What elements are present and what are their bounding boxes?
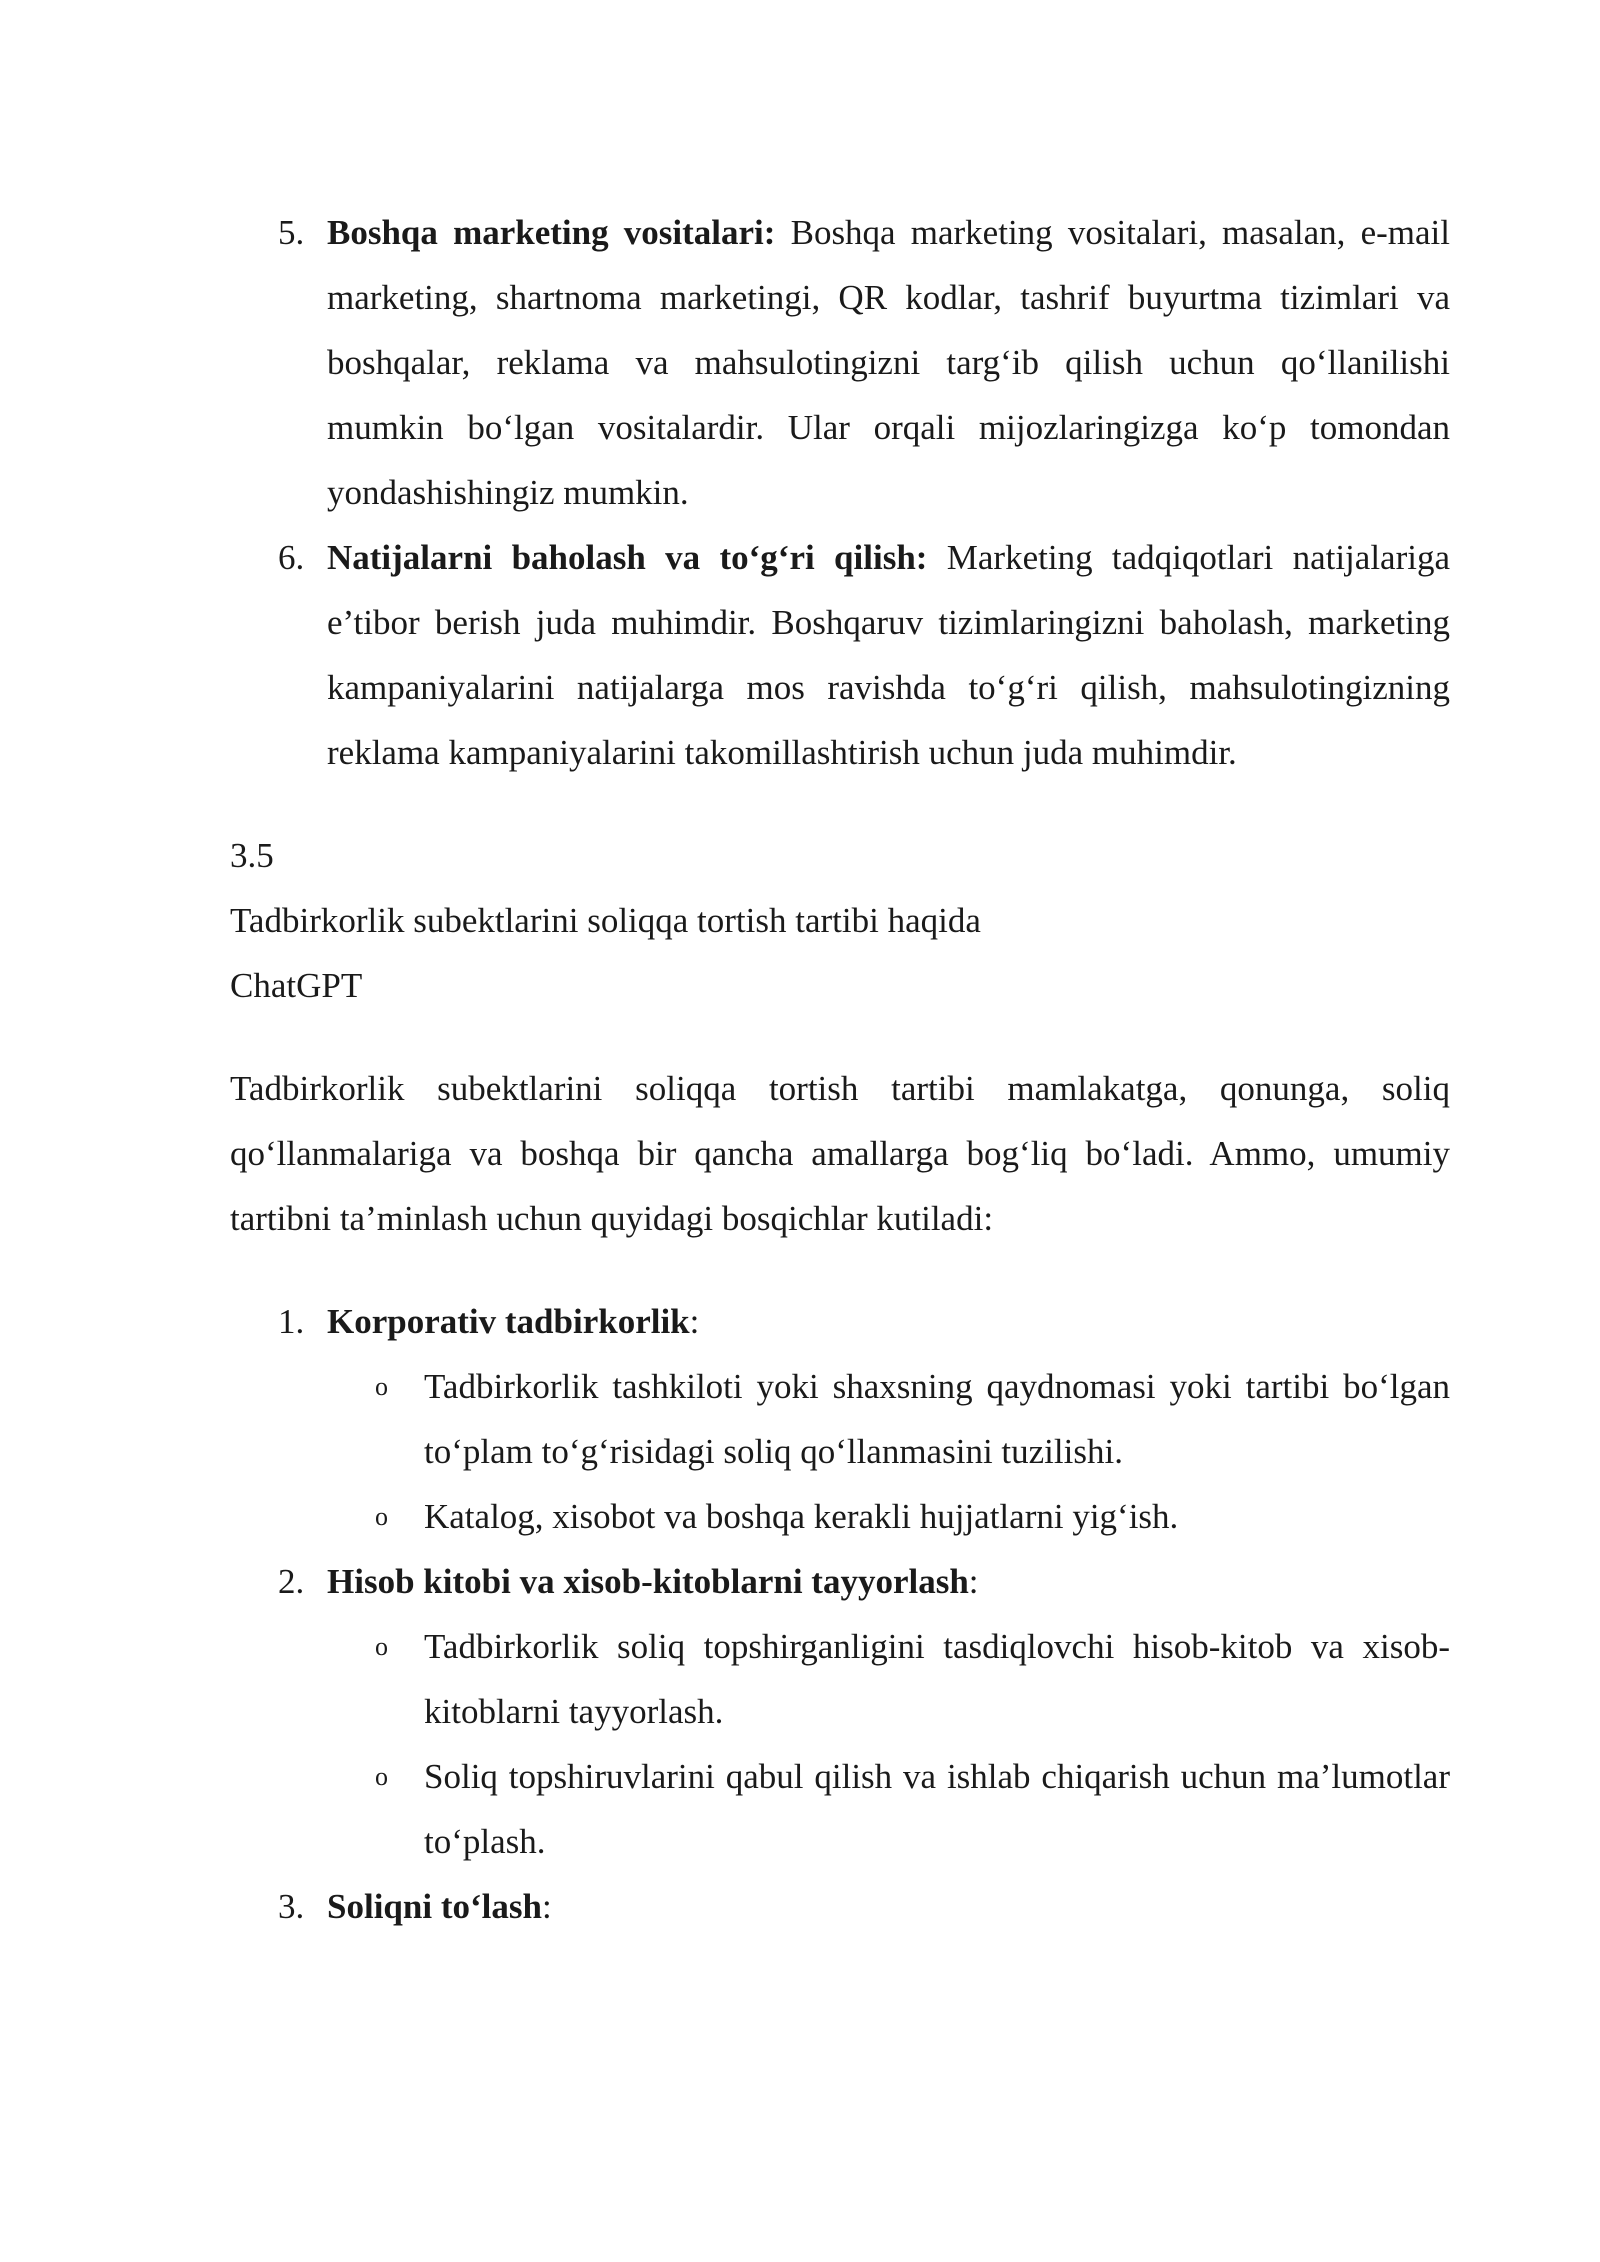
- sub-bullet-text: Tadbirkorlik tashkiloti yoki shaxsning qaydnomasi yoki tartibi bo‘lgan to‘plam to‘g‘risidagi soliq qo‘llanmasini tuzilishi.: [424, 1367, 1450, 1471]
- list-item-title: Boshqa marketing vositalari:: [327, 213, 776, 252]
- list-item-text: Marketing tadqiqotlari natijalariga e’tibor berish juda muhimdir. Boshqaruv tizimlaringizni baholash, marketing kampaniyalarini natijalarga mos ravishda to‘g‘ri qilish, mahsulotingizning reklama kampaniyalarini takomillashtirish uchun juda muhimdir.: [327, 538, 1450, 772]
- section-number: 3.5: [230, 836, 274, 875]
- list-number: 1.: [278, 1302, 305, 1341]
- sub-bullet-text: Katalog, xisobot va boshqa kerakli hujjatlarni yig‘ish.: [424, 1497, 1179, 1536]
- list-item-5: [230, 200, 1450, 525]
- sub-bullet-item: [230, 1484, 1450, 1549]
- list-number: 5.: [278, 213, 305, 252]
- section-title: Tadbirkorlik subektlarini soliqqa tortish tartibi haqida: [230, 901, 981, 940]
- list-number: 2.: [278, 1562, 305, 1601]
- list-number: 3.: [278, 1887, 305, 1926]
- step-colon: :: [968, 1562, 979, 1601]
- list-item-text: Boshqa marketing vositalari, masalan, e-mail marketing, shartnoma marketingi, QR kodlar, tashrif buyurtma tizimlari va boshqalar, reklama va mahsulotingizni targ‘ib qilish uchun qo‘llanilishi mumkin bo‘lgan vositalardir. Ular orqali mijozlaringizga ko‘p tomondan yondashishingiz mumkin.: [327, 213, 1450, 512]
- step-title: Hisob kitobi va xisob-kitoblarni tayyorlash: [327, 1562, 969, 1601]
- sub-bullet-item: [230, 1614, 1450, 1744]
- sub-bullet-item: [230, 1354, 1450, 1484]
- intro-paragraph: Tadbirkorlik subektlarini soliqqa tortish tartibi mamlakatga, qonunga, soliq qo‘llanmalariga va boshqa bir qancha amallarga bog‘liq bo‘ladi. Ammo, umumiy tartibni ta’minlash uchun quyidagi bosqichlar kutiladi:: [230, 1069, 1450, 1238]
- sub-bullet-text: Tadbirkorlik soliq topshirganligini tasdiqlovchi hisob-kitob va xisob-kitoblarni tayyorlash.: [424, 1627, 1450, 1731]
- step-colon: :: [541, 1887, 552, 1926]
- list-item-title: Natijalarni baholash va to‘g‘ri qilish:: [327, 538, 928, 577]
- sub-bullet-item: [230, 1744, 1450, 1874]
- circle-bullet-icon: o: [375, 1502, 388, 1531]
- list-number: 6.: [278, 538, 305, 577]
- step-title: Soliqni to‘lash: [327, 1887, 542, 1926]
- circle-bullet-icon: o: [375, 1762, 388, 1791]
- step-2: [230, 1549, 1450, 1614]
- circle-bullet-icon: o: [375, 1372, 388, 1401]
- document-page: [230, 200, 1450, 1939]
- circle-bullet-icon: o: [375, 1632, 388, 1661]
- step-title: Korporativ tadbirkorlik: [327, 1302, 690, 1341]
- section-source: ChatGPT: [230, 966, 363, 1005]
- step-3: [230, 1874, 1450, 1939]
- step-1: [230, 1289, 1450, 1354]
- sub-bullet-text: Soliq topshiruvlarini qabul qilish va ishlab chiqarish uchun ma’lumotlar to‘plash.: [424, 1757, 1450, 1861]
- list-item-6: [230, 525, 1450, 785]
- step-colon: :: [689, 1302, 700, 1341]
